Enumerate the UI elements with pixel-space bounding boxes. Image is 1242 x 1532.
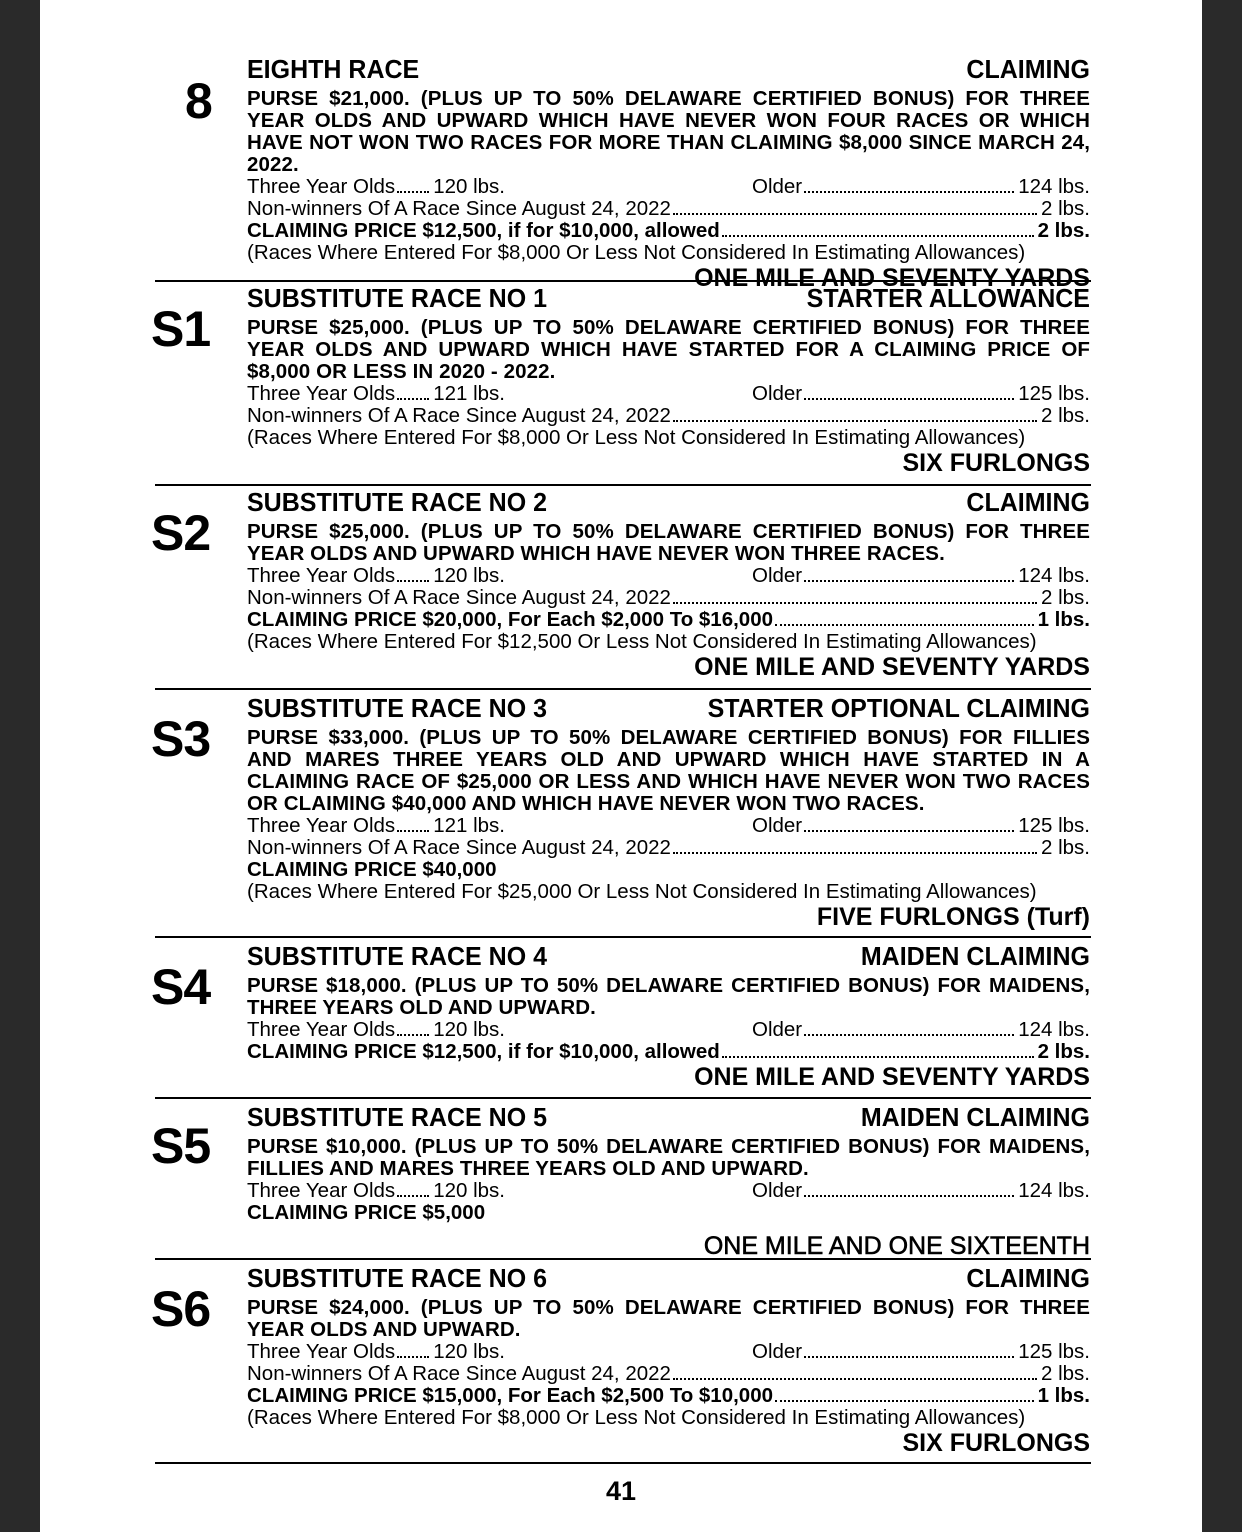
race-number: S3 [151, 711, 211, 767]
race-title: SUBSTITUTE RACE NO 5 [247, 1103, 548, 1133]
allowance-label: Non-winners Of A Race Since August 24, 2022 [247, 404, 671, 427]
race-header [247, 1265, 1090, 1294]
claiming-price-row [247, 1385, 1090, 1407]
right-dark-margin [1202, 0, 1242, 1532]
allowance-value: 2 lbs. [1041, 404, 1090, 427]
claiming-price-label: CLAIMING PRICE $12,500, if for $10,000, allowed [247, 1040, 720, 1063]
race-title: SUBSTITUTE RACE NO 2 [247, 488, 548, 518]
purse-conditions: PURSE $25,000. (PLUS UP TO 50% DELAWARE CERTIFIED BONUS) FOR THREE YEAR OLDS AND UPWARD WHICH HAVE NEVER WON THREE RACES. [247, 520, 1090, 565]
weight-row [247, 1341, 1090, 1363]
claiming-price-label: CLAIMING PRICE $40,000 [247, 858, 497, 881]
allowance-note: (Races Where Entered For $8,000 Or Less Not Considered In Estimating Allowances) [247, 426, 1026, 449]
race-type: CLAIMING [966, 1264, 1090, 1294]
race-type: STARTER ALLOWANCE [806, 284, 1090, 314]
weight-row [247, 565, 1090, 587]
claiming-price-label: CLAIMING PRICE $15,000, For Each $2,500 To $10,000 [247, 1384, 774, 1407]
three-year-olds-label: Three Year Olds [247, 175, 396, 198]
allowance-label: Non-winners Of A Race Since August 24, 2022 [247, 197, 671, 220]
weight-row [247, 1180, 1090, 1202]
older-value: 124 lbs. [1018, 1018, 1090, 1041]
bottom-divider [155, 1462, 1091, 1464]
race-block-s6 [151, 1258, 1091, 1457]
three-year-olds-weight [247, 176, 505, 198]
left-dark-margin [0, 0, 40, 1532]
race-distance: SIX FURLONGS [902, 449, 1090, 477]
race-content [247, 943, 1090, 1091]
race-number: S2 [151, 505, 211, 561]
allowance-value: 2 lbs. [1041, 197, 1090, 220]
race-type: STARTER OPTIONAL CLAIMING [707, 694, 1090, 724]
claiming-price-value: 2 lbs. [1037, 1040, 1090, 1063]
race-type: CLAIMING [966, 488, 1090, 518]
older-label: Older [752, 1179, 803, 1202]
claiming-price-row [247, 220, 1090, 242]
allowance-row [247, 405, 1090, 427]
older-value: 124 lbs. [1018, 175, 1090, 198]
race-block-s1 [151, 280, 1091, 477]
race-type: MAIDEN CLAIMING [860, 1103, 1090, 1133]
three-year-olds-value: 121 lbs. [433, 382, 505, 405]
race-content [247, 1265, 1090, 1457]
weight-row [247, 1019, 1090, 1041]
older-label: Older [752, 814, 803, 837]
three-year-olds-value: 120 lbs. [433, 1018, 505, 1041]
three-year-olds-label: Three Year Olds [247, 1179, 396, 1202]
three-year-olds-label: Three Year Olds [247, 1018, 396, 1041]
weight-row [247, 815, 1090, 837]
race-header [247, 1104, 1090, 1133]
race-content [247, 285, 1090, 477]
document-page [40, 0, 1202, 1532]
allowance-note: (Races Where Entered For $8,000 Or Less Not Considered In Estimating Allowances) [247, 1406, 1026, 1429]
race-block-s4 [151, 936, 1091, 1091]
three-year-olds-label: Three Year Olds [247, 564, 396, 587]
race-distance: ONE MILE AND SEVENTY YARDS [694, 1063, 1090, 1091]
allowance-note: (Races Where Entered For $8,000 Or Less Not Considered In Estimating Allowances) [247, 241, 1026, 264]
race-content [247, 56, 1090, 292]
three-year-olds-value: 120 lbs. [433, 175, 505, 198]
purse-conditions: PURSE $25,000. (PLUS UP TO 50% DELAWARE CERTIFIED BONUS) FOR THREE YEAR OLDS AND UPWARD WHICH HAVE STARTED FOR A CLAIMING PRICE OF $8,000 OR LESS IN 2020 - 2022. [247, 316, 1090, 383]
allowance-note: (Races Where Entered For $12,500 Or Less Not Considered In Estimating Allowances) [247, 630, 1037, 653]
allowance-label: Non-winners Of A Race Since August 24, 2022 [247, 1362, 671, 1385]
three-year-olds-value: 120 lbs. [433, 1340, 505, 1363]
race-title: SUBSTITUTE RACE NO 3 [247, 694, 548, 724]
older-value: 125 lbs. [1018, 1340, 1090, 1363]
claiming-price-row [247, 609, 1090, 631]
claiming-price-value: 1 lbs. [1037, 608, 1090, 631]
race-block-s2 [151, 484, 1091, 681]
older-label: Older [752, 382, 803, 405]
weight-row [247, 383, 1090, 405]
older-value: 124 lbs. [1018, 1179, 1090, 1202]
three-year-olds-value: 121 lbs. [433, 814, 505, 837]
race-type: MAIDEN CLAIMING [860, 942, 1090, 972]
race-title: SUBSTITUTE RACE NO 1 [247, 284, 548, 314]
race-block-s5 [151, 1097, 1091, 1260]
weight-row [247, 176, 1090, 198]
allowance-row [247, 837, 1090, 859]
race-distance: ONE MILE AND SEVENTY YARDS [694, 264, 1090, 292]
allowance-row [247, 1363, 1090, 1385]
race-header [247, 489, 1090, 518]
purse-conditions: PURSE $21,000. (PLUS UP TO 50% DELAWARE CERTIFIED BONUS) FOR THREE YEAR OLDS AND UPWARD WHICH HAVE NEVER WON FOUR RACES OR WHICH HAVE NOT WON TWO RACES FOR MORE THAN CLAIMING $8,000 SINCE MARCH 24, 2022. [247, 87, 1090, 176]
claiming-price-label: CLAIMING PRICE $12,500, if for $10,000, allowed [247, 219, 720, 242]
purse-conditions: PURSE $18,000. (PLUS UP TO 50% DELAWARE CERTIFIED BONUS) FOR MAIDENS, THREE YEARS OLD AND UPWARD. [247, 974, 1090, 1019]
race-title: EIGHTH RACE [247, 55, 420, 85]
older-value: 125 lbs. [1018, 382, 1090, 405]
claiming-price-row [247, 859, 1090, 881]
allowance-value: 2 lbs. [1041, 586, 1090, 609]
three-year-olds-label: Three Year Olds [247, 1340, 396, 1363]
race-number: S4 [151, 959, 211, 1015]
race-content [247, 489, 1090, 681]
allowance-value: 2 lbs. [1041, 1362, 1090, 1385]
allowance-value: 2 lbs. [1041, 836, 1090, 859]
older-label: Older [752, 1018, 803, 1041]
older-weight [752, 176, 1090, 198]
claiming-price-row [247, 1202, 1090, 1224]
purse-conditions: PURSE $10,000. (PLUS UP TO 50% DELAWARE CERTIFIED BONUS) FOR MAIDENS, FILLIES AND MARES THREE YEARS OLD AND UPWARD. [247, 1135, 1090, 1180]
older-value: 124 lbs. [1018, 564, 1090, 587]
older-label: Older [752, 564, 803, 587]
race-content [247, 695, 1090, 931]
allowance-label: Non-winners Of A Race Since August 24, 2022 [247, 836, 671, 859]
race-header [247, 56, 1090, 85]
race-header [247, 695, 1090, 724]
allowance-row [247, 587, 1090, 609]
race-title: SUBSTITUTE RACE NO 4 [247, 942, 548, 972]
claiming-price-value: 1 lbs. [1037, 1384, 1090, 1407]
race-distance: SIX FURLONGS [902, 1429, 1090, 1457]
claiming-price-row [247, 1041, 1090, 1063]
race-header [247, 943, 1090, 972]
page-number: 41 [605, 1476, 637, 1506]
claiming-price-label: CLAIMING PRICE $5,000 [247, 1201, 486, 1224]
race-title: SUBSTITUTE RACE NO 6 [247, 1264, 548, 1294]
older-value: 125 lbs. [1018, 814, 1090, 837]
race-type: CLAIMING [966, 55, 1090, 85]
race-number: S5 [151, 1118, 211, 1174]
race-number: S6 [151, 1281, 211, 1337]
allowance-label: Non-winners Of A Race Since August 24, 2022 [247, 586, 671, 609]
claiming-price-value: 2 lbs. [1037, 219, 1090, 242]
race-header [247, 285, 1090, 314]
allowance-row [247, 198, 1090, 220]
three-year-olds-label: Three Year Olds [247, 382, 396, 405]
race-number: 8 [185, 73, 212, 129]
race-distance: ONE MILE AND SEVENTY YARDS [694, 653, 1090, 681]
purse-conditions: PURSE $33,000. (PLUS UP TO 50% DELAWARE CERTIFIED BONUS) FOR FILLIES AND MARES THREE YEARS OLD AND UPWARD WHICH HAVE STARTED IN A CLAIMING RACE OF $25,000 OR LESS AND WHICH HAVE NEVER WON TWO RACES OR CLAIMING $40,000 AND WHICH HAVE NEVER WON TWO RACES. [247, 726, 1090, 815]
race-distance: FIVE FURLONGS (Turf) [816, 903, 1090, 931]
claiming-price-label: CLAIMING PRICE $20,000, For Each $2,000 To $16,000 [247, 608, 774, 631]
race-distance: ONE MILE AND ONE SIXTEENTH [703, 1232, 1090, 1260]
three-year-olds-value: 120 lbs. [433, 564, 505, 587]
older-label: Older [752, 1340, 803, 1363]
older-label: Older [752, 175, 803, 198]
allowance-note: (Races Where Entered For $25,000 Or Less Not Considered In Estimating Allowances) [247, 880, 1037, 903]
three-year-olds-label: Three Year Olds [247, 814, 396, 837]
race-conditions-document [40, 0, 1202, 1532]
race-content [247, 1104, 1090, 1260]
purse-conditions: PURSE $24,000. (PLUS UP TO 50% DELAWARE CERTIFIED BONUS) FOR THREE YEAR OLDS AND UPWARD. [247, 1296, 1090, 1341]
race-number: S1 [151, 301, 211, 357]
race-block-s3 [151, 688, 1091, 931]
three-year-olds-value: 120 lbs. [433, 1179, 505, 1202]
